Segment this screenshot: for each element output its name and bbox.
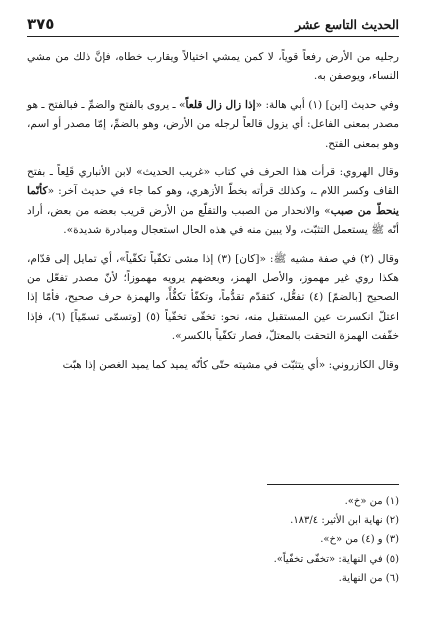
paragraph-5: وقال الكازروني: «أي يتثبّت في مشيته حتّى كأنّه يميد كما يميد الغصن إذا هبّت bbox=[62, 358, 399, 371]
footnote-separator bbox=[267, 484, 399, 485]
footnote: (٦) من النهاية. bbox=[338, 572, 399, 584]
hadith-quote: كأنّما ينحطّ من صبب bbox=[27, 185, 400, 217]
footnote: (٣) و (٤) من «خ». bbox=[320, 534, 399, 546]
paragraph-4: وقال (٢) في صفة مشيه ﷺ: «[كان] (٣) إذا مشى تكفّياً تكفّياً»، أي تمايل إلى قدّام، هكذا روي غير مهموز، والأصل الهمز، وبعضهم يرويه مهموزاً؛ لأنّ مصدر تفعّل من الصحيح [بالضمّ] (٤) تفعُّل، كتقدّم تقدُّماً، وتكفّأ تكفُّأً، والهمزة حرف صحيح، فأمّا إذا اعتلّ انكسرت عين المستقبل منه، نحو: تخفّى تخفّياً (٥) [وتسمّى تسمّياً] (٦)، فإذا خفّفت الهمزة التحقت بالمعتلّ، فصار تكفّياً بالكسر». bbox=[27, 252, 399, 343]
footnote: (١) من «خ». bbox=[344, 496, 399, 507]
footnote: (٢) نهاية ابن الأثير: ١٨٣/٤. bbox=[290, 515, 399, 527]
body-text bbox=[27, 48, 399, 384]
footnote: (٥) في النهاية: «تخفّى تخفّياً». bbox=[273, 553, 399, 565]
paragraph-2: وفي حديث [ابن] (١) أبي هالة: «إذا زال زال قلعاً» ـ يروى بالفتح والضمِّ ـ فبالفتح ـ هو مصدر بمعنى الفاعل: أي يزول قالعاً لرجله من الأرض، وهو بالضمِّ، إمّا مصدر أو اسم، وهو بمعنى الفتح. bbox=[27, 98, 399, 150]
page-number: ٣٧٥ bbox=[27, 15, 55, 33]
chapter-title: الحديث التاسع عشر bbox=[295, 16, 399, 32]
paragraph-3: وقال الهروي: قرأت هذا الحرف في كتاب «غريب الحديث» لابن الأنباري قَلِعاً ـ بفتح القاف وكسر اللام ـ، وكذلك قرأته بخطّ الأزهري، وهو كما جاء في حديث آخر: «كأنّما ينحطّ من صبب» والانحدار من الصبب والتقلّع من الأرض قريب بعضه من بعض، أراد أنّه ﷺ يستعمل التثبّت، ولا يبين منه في هذه الحال استعجال ومبادرة شديدة». bbox=[27, 166, 400, 237]
hadith-quote: إذا زال زال قلعاً bbox=[185, 98, 256, 111]
footnotes bbox=[27, 492, 399, 588]
paragraph-1: رجليه من الأرض رفعاً قوياً، لا كمن يمشي اختيالاً ويقارب خطاه، فإنَّ ذلك من مشي النساء، ويوصفن به. bbox=[27, 51, 399, 83]
page-header bbox=[27, 12, 399, 37]
